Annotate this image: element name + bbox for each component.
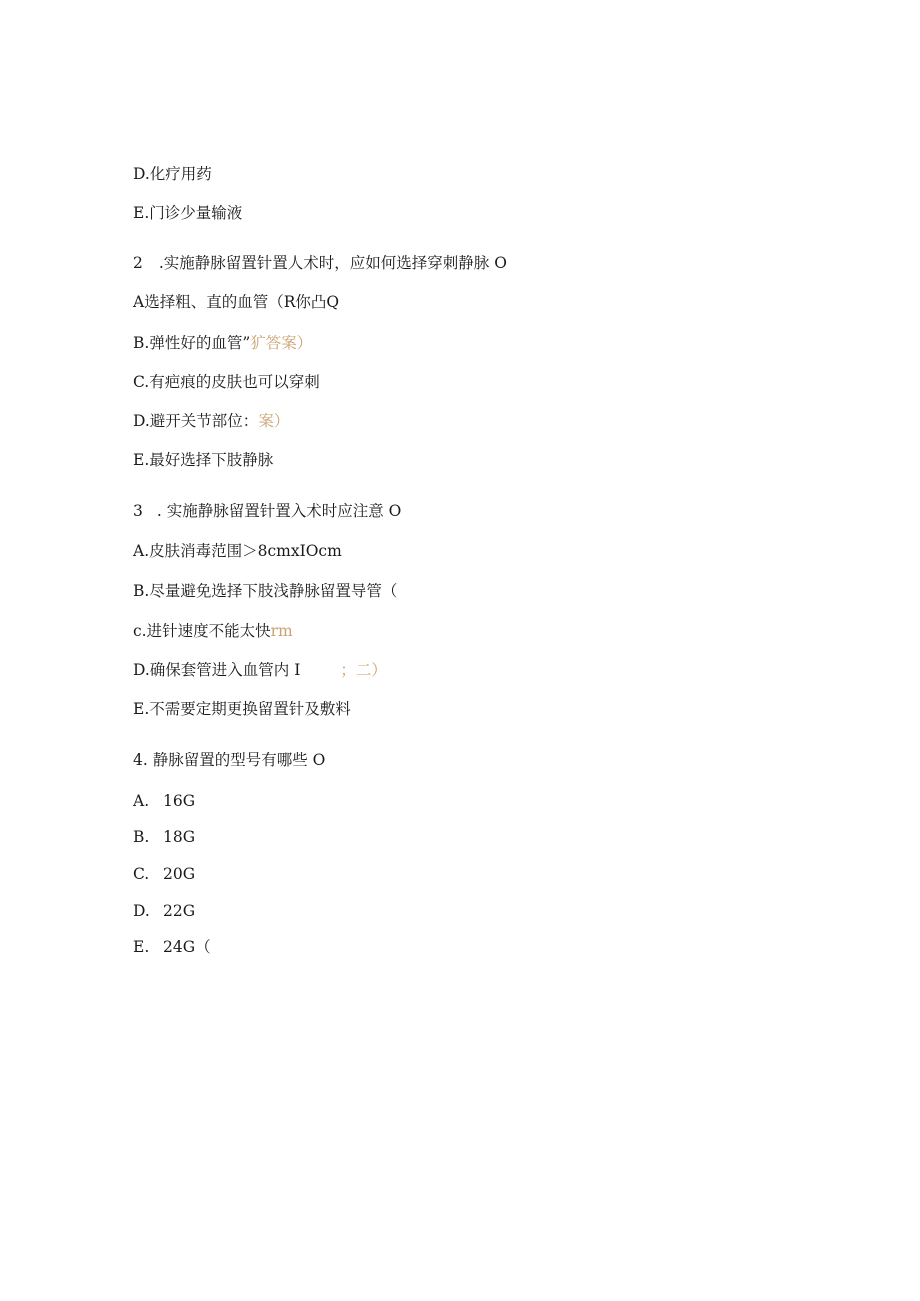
q4-option-b-letter: B. — [133, 828, 150, 846]
q4-option-e-letter: E. — [133, 938, 150, 956]
q4-stem: 4. 静脉留置的型号有哪些 O — [133, 751, 326, 769]
q3-option-d-answer-mark: ；二） — [340, 661, 387, 679]
q4-option-d-letter: D. — [133, 902, 150, 920]
q2-option-b-text: B.弹性好的血管” — [133, 334, 251, 352]
q4-option-c-letter: C. — [133, 865, 150, 883]
q3-option-a: A.皮肤消毒范围＞8cmxIOcm — [133, 542, 342, 560]
q3-option-d — [133, 660, 387, 680]
q3-option-b: B.尽量避免选择下肢浅静脉留置导管（ — [133, 582, 398, 600]
q4-option-a — [133, 791, 195, 811]
q2-option-c: C.有疤痕的皮肤也可以穿刺 — [133, 373, 320, 391]
q1-option-e: E.门诊少量输液 — [133, 204, 243, 222]
q2-number: 2 — [133, 254, 143, 272]
q3-option-d-text: D.确保套管进入血管内 I — [133, 661, 301, 679]
q4-option-d — [133, 901, 195, 921]
q2-stem — [133, 253, 507, 273]
q2-option-d-text: D.避开关节部位： — [133, 412, 259, 430]
q4-option-c — [133, 864, 195, 884]
q4-option-d-text: 22G — [163, 902, 196, 920]
q3-stem — [133, 501, 401, 521]
q2-stem-text: .实施静脉留置针置人术时，应如何选择穿刺静脉 O — [158, 254, 507, 272]
q1-option-d: D.化疗用药 — [133, 165, 212, 183]
q4-option-a-letter: A. — [133, 792, 150, 810]
q4-option-b — [133, 827, 195, 847]
q3-option-e: E.不需要定期更换留置针及敷料 — [133, 700, 351, 718]
q3-option-c-answer-mark: rm — [270, 622, 293, 640]
q2-option-a: A选择粗、直的血管（R你凸Q — [133, 293, 340, 311]
q2-option-b — [133, 333, 312, 353]
q3-option-c-text: c.进针速度不能太快 — [133, 622, 271, 640]
q2-option-b-answer-mark: 犷答案） — [250, 334, 313, 352]
q4-option-b-text: 18G — [163, 828, 196, 846]
q4-option-a-text: 16G — [163, 792, 196, 810]
q2-option-d-answer-mark: 案） — [258, 412, 290, 430]
q4-option-e — [133, 937, 211, 957]
q2-option-e: E.最好选择下肢静脉 — [133, 451, 274, 469]
q4-option-e-text: 24G（ — [163, 938, 211, 956]
q3-stem-text: . 实施静脉留置针置入术时应注意 O — [156, 502, 402, 520]
q3-number: 3 — [133, 502, 143, 520]
q4-option-c-text: 20G — [163, 865, 196, 883]
q2-option-d — [133, 411, 289, 431]
q3-option-c — [133, 621, 293, 641]
